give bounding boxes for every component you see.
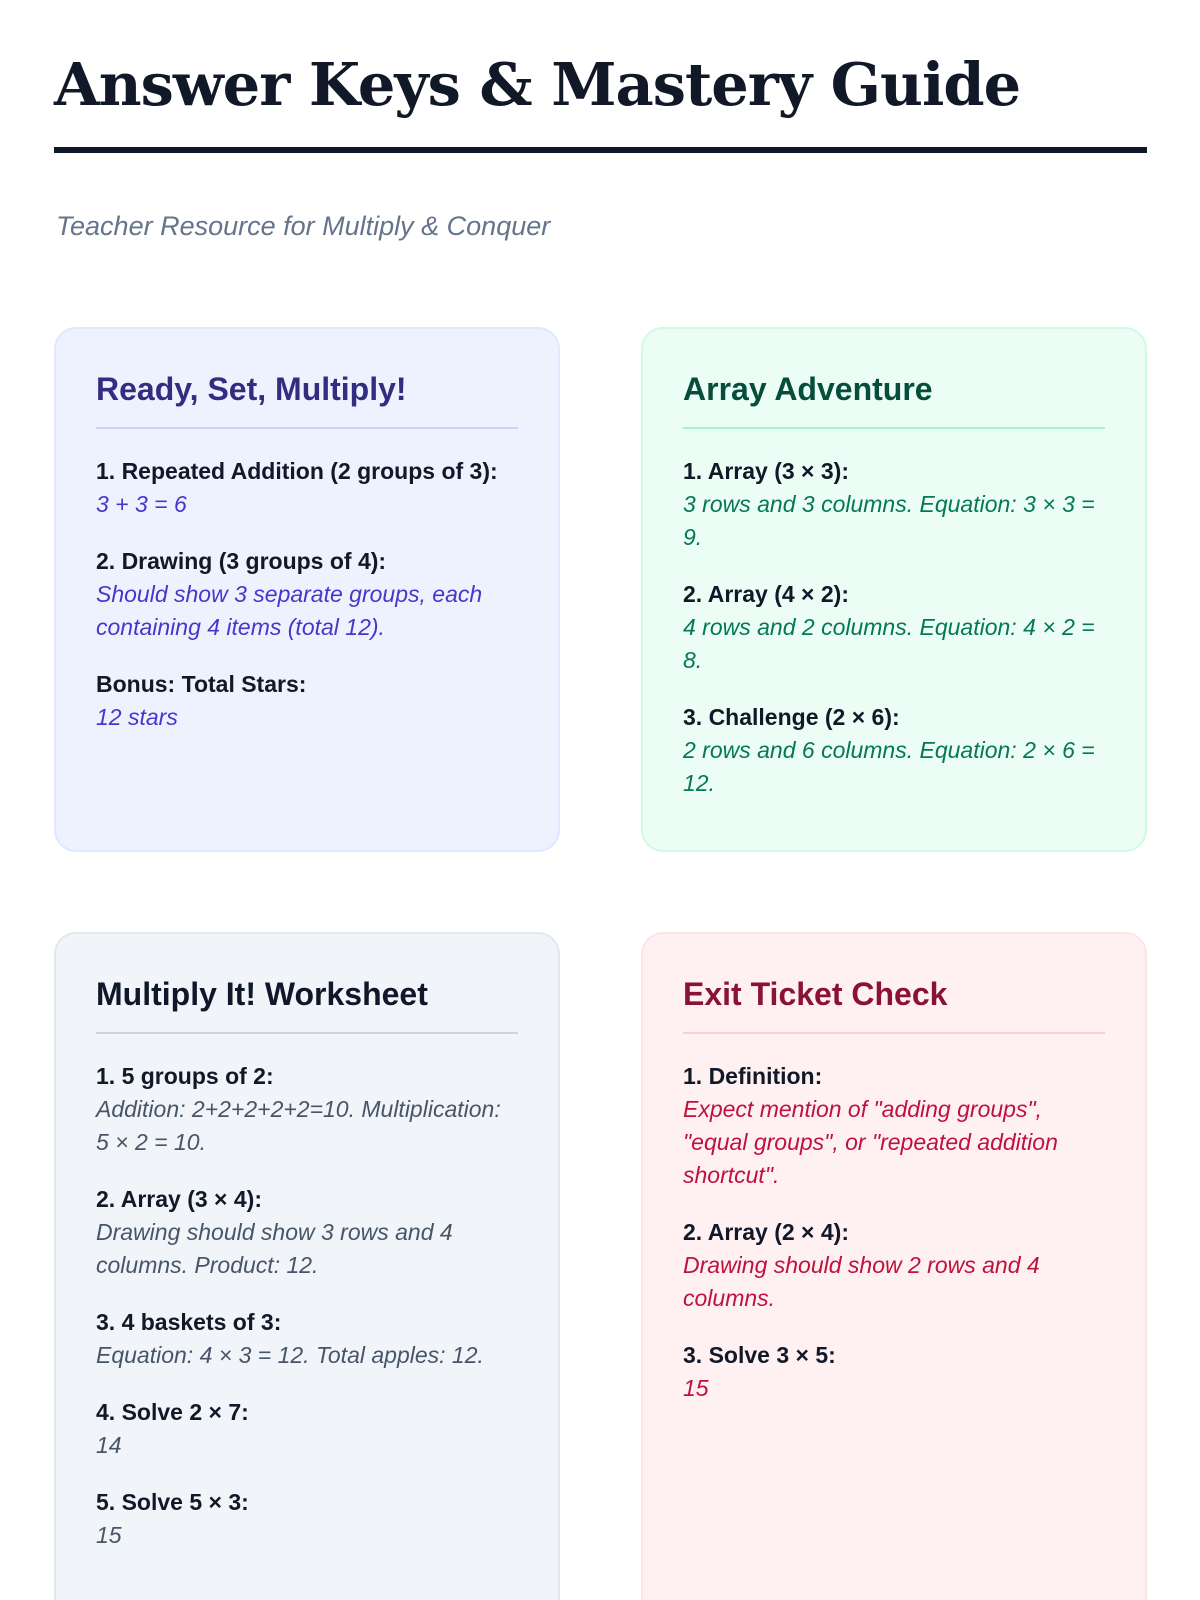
answer-item <box>683 1216 1105 1315</box>
question-label: 4. Solve 2 × 7: <box>96 1399 249 1425</box>
answer-item <box>683 701 1105 800</box>
answer-text: 15 <box>683 1375 709 1401</box>
card-multiply-it-worksheet <box>54 932 560 1600</box>
card-ready-set-multiply <box>54 327 560 852</box>
answer-text: 15 <box>96 1522 122 1548</box>
answer-text: Drawing should show 3 rows and 4 columns. Product: 12. <box>96 1219 453 1278</box>
answer-item <box>683 1060 1105 1192</box>
card-title: Array Adventure <box>683 369 1105 429</box>
question-label: 3. Challenge (2 × 6): <box>683 704 900 730</box>
answer-text: Drawing should show 2 rows and 4 columns. <box>683 1252 1040 1311</box>
answer-text: Addition: 2+2+2+2+2=10. Multiplication: 5 × 2 = 10. <box>96 1096 501 1155</box>
question-label: 1. Definition: <box>683 1063 823 1089</box>
answer-text: 4 rows and 2 columns. Equation: 4 × 2 = 8. <box>683 614 1095 673</box>
question-label: 1. 5 groups of 2: <box>96 1063 274 1089</box>
answer-text: 12 stars <box>96 704 178 730</box>
card-exit-ticket-check <box>641 932 1147 1600</box>
answer-item <box>96 1060 518 1159</box>
question-label: 5. Solve 5 × 3: <box>96 1489 249 1515</box>
question-label: 3. Solve 3 × 5: <box>683 1342 836 1368</box>
answer-item <box>96 545 518 644</box>
question-label: 2. Array (2 × 4): <box>683 1219 849 1245</box>
answer-item <box>96 1396 518 1462</box>
answer-item <box>96 455 518 521</box>
answer-item <box>683 1339 1105 1405</box>
question-label: 1. Repeated Addition (2 groups of 3): <box>96 458 498 484</box>
question-label: 2. Drawing (3 groups of 4): <box>96 548 387 574</box>
page-subtitle: Teacher Resource for Multiply & Conquer <box>56 211 551 241</box>
answer-item <box>683 455 1105 554</box>
card-title: Ready, Set, Multiply! <box>96 369 518 429</box>
card-array-adventure <box>641 327 1147 852</box>
answer-text: Should show 3 separate groups, each containing 4 items (total 12). <box>96 581 483 640</box>
answer-text: 14 <box>96 1432 122 1458</box>
question-label: 3. 4 baskets of 3: <box>96 1309 282 1335</box>
page-title: Answer Keys & Mastery Guide <box>54 50 1021 119</box>
question-label: Bonus: Total Stars: <box>96 671 307 697</box>
answer-item <box>96 668 518 734</box>
answer-text: 2 rows and 6 columns. Equation: 2 × 6 = 12. <box>683 737 1095 796</box>
question-label: 1. Array (3 × 3): <box>683 458 849 484</box>
answer-item <box>96 1183 518 1282</box>
question-label: 2. Array (3 × 4): <box>96 1186 262 1212</box>
answer-text: Equation: 4 × 3 = 12. Total apples: 12. <box>96 1342 484 1368</box>
card-title: Exit Ticket Check <box>683 974 1105 1034</box>
answer-text: 3 rows and 3 columns. Equation: 3 × 3 = 9. <box>683 491 1095 550</box>
question-label: 2. Array (4 × 2): <box>683 581 849 607</box>
answer-text: Expect mention of "adding groups", "equal groups", or "repeated addition shortcut". <box>683 1096 1058 1188</box>
answer-text: 3 + 3 = 6 <box>96 491 187 517</box>
card-title: Multiply It! Worksheet <box>96 974 518 1034</box>
answer-item <box>683 578 1105 677</box>
title-divider <box>54 147 1147 153</box>
answer-item <box>96 1486 518 1552</box>
answer-item <box>96 1306 518 1372</box>
